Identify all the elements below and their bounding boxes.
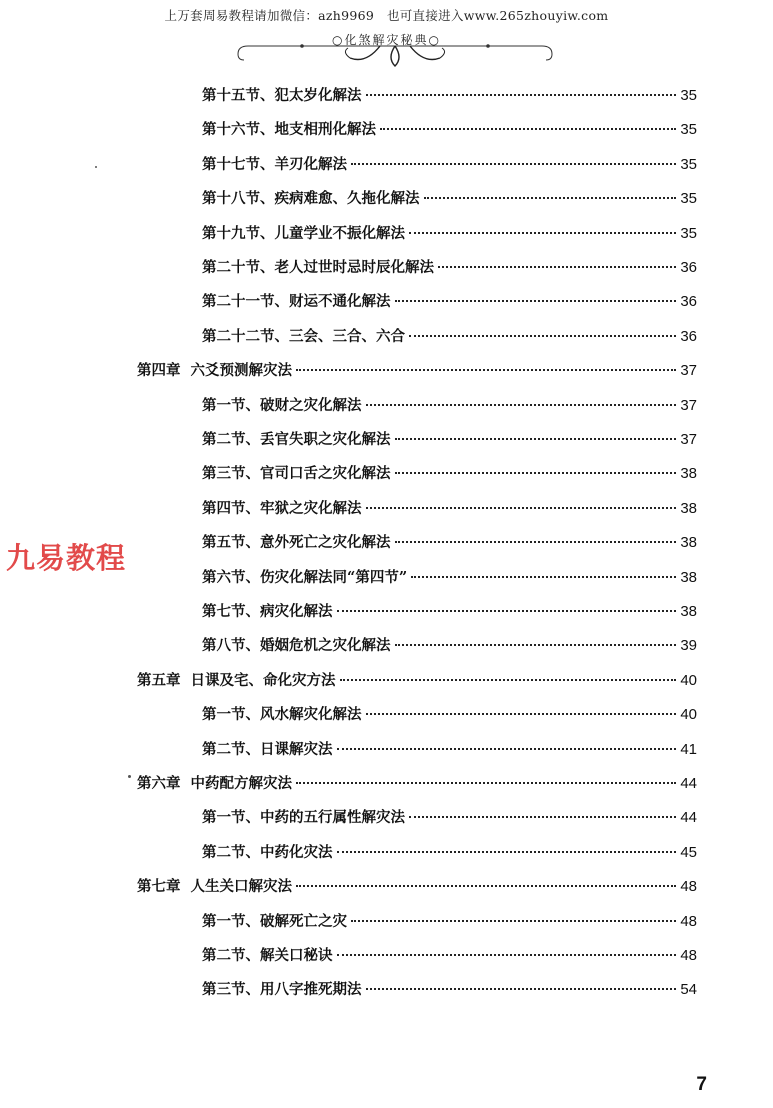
toc-entry-title: 第四节、牢狱之灾化解法 bbox=[202, 499, 362, 517]
toc-page-number: 39 bbox=[680, 637, 697, 655]
toc-entry-title: 第二十二节、三会、三合、六合 bbox=[202, 327, 405, 345]
toc-section-entry bbox=[202, 841, 697, 865]
toc-entry-title: 第七节、病灾化解法 bbox=[202, 603, 333, 620]
toc-section-entry bbox=[202, 153, 697, 177]
toc-dot-leader bbox=[438, 266, 676, 268]
scan-speck bbox=[95, 166, 97, 168]
toc-entry-title: 人生关口解灾法 bbox=[190, 878, 292, 896]
toc-entry-title: 第二十节、老人过世时忌时辰化解法 bbox=[202, 259, 434, 276]
toc-section-entry bbox=[202, 325, 697, 349]
toc-page-number: 48 bbox=[680, 878, 697, 896]
toc-dot-leader bbox=[409, 816, 676, 818]
toc-section-entry bbox=[202, 118, 697, 142]
page-number: 7 bbox=[696, 1074, 707, 1095]
toc-section-entry bbox=[202, 290, 697, 314]
toc-page-number: 41 bbox=[680, 740, 697, 758]
scan-speck bbox=[128, 775, 131, 778]
toc-entry-title: 六爻预测解灾法 bbox=[190, 362, 292, 380]
toc-entry-title: 第一节、中药的五行属性解灾法 bbox=[202, 809, 405, 827]
toc-page-number: 38 bbox=[680, 534, 697, 552]
toc-section-entry bbox=[202, 600, 697, 624]
toc-section-entry bbox=[202, 222, 697, 246]
toc-entry-title: 中药配方解灾法 bbox=[190, 775, 292, 792]
toc-section-entry bbox=[202, 944, 697, 968]
toc-section-entry bbox=[202, 531, 697, 555]
toc-page-number: 35 bbox=[680, 224, 697, 242]
toc-section-entry bbox=[202, 187, 697, 211]
toc-section-entry bbox=[202, 806, 697, 830]
toc-entry-title: 第二节、丢官失职之灾化解法 bbox=[202, 431, 391, 448]
toc-section-entry bbox=[202, 394, 697, 418]
toc-entry-title: 第十七节、羊刃化解法 bbox=[202, 155, 347, 173]
toc-dot-leader bbox=[366, 94, 677, 96]
toc-page-number: 40 bbox=[680, 671, 697, 689]
toc-page-number: 36 bbox=[680, 327, 697, 345]
watermark-logo: 九易教程 bbox=[6, 541, 127, 575]
toc-chapter-entry bbox=[137, 669, 697, 693]
toc-page-number: 36 bbox=[680, 293, 697, 311]
toc-section-entry bbox=[202, 256, 697, 280]
toc-page-number: 35 bbox=[680, 121, 697, 139]
toc-page-number: 35 bbox=[680, 155, 697, 173]
toc-entry-title: 第五节、意外死亡之灾化解法 bbox=[202, 534, 391, 552]
toc-dot-leader bbox=[337, 748, 677, 750]
toc-entry-title: 第十六节、地支相刑化解法 bbox=[202, 121, 376, 139]
toc-chapter-entry bbox=[137, 875, 697, 899]
toc-chapter-number: 第五章 bbox=[137, 671, 181, 689]
toc-dot-leader bbox=[411, 576, 676, 578]
toc-entry-title: 第一节、破财之灾化解法 bbox=[202, 396, 362, 414]
toc-section-entry bbox=[202, 978, 697, 1002]
toc-dot-leader bbox=[366, 988, 677, 990]
toc-section-entry bbox=[202, 634, 697, 658]
toc-dot-leader bbox=[296, 782, 676, 784]
toc-chapter-number: 第七章 bbox=[137, 878, 181, 896]
toc-entry-title: 第十九节、儿童学业不振化解法 bbox=[202, 224, 405, 242]
toc-page-number: 48 bbox=[680, 912, 697, 930]
toc-entry-title: 第八节、婚姻危机之灾化解法 bbox=[202, 637, 391, 655]
toc-page-number: 35 bbox=[680, 190, 697, 208]
toc-page-number: 37 bbox=[680, 362, 697, 380]
toc-section-entry bbox=[202, 428, 697, 452]
toc-dot-leader bbox=[337, 954, 677, 956]
toc-entry-title: 第二十一节、财运不通化解法 bbox=[202, 293, 391, 311]
toc-dot-leader bbox=[395, 541, 677, 543]
toc-dot-leader bbox=[296, 369, 676, 371]
toc-dot-leader bbox=[296, 885, 676, 887]
toc-dot-leader bbox=[351, 163, 676, 165]
toc-dot-leader bbox=[395, 644, 677, 646]
toc-section-entry bbox=[202, 84, 697, 108]
toc-entry-title: 第二节、日课解灾法 bbox=[202, 740, 333, 758]
toc-dot-leader bbox=[395, 438, 677, 440]
toc-page-number: 38 bbox=[680, 465, 697, 483]
toc-page-number: 44 bbox=[680, 775, 697, 792]
toc-entry-title: 第六节、伤灾化解法同“第四节” bbox=[202, 568, 408, 586]
toc-dot-leader bbox=[424, 197, 677, 199]
toc-page-number: 37 bbox=[680, 396, 697, 414]
toc-dot-leader bbox=[366, 404, 677, 406]
toc-page-number: 48 bbox=[680, 947, 697, 964]
toc-chapter-number: 第六章 bbox=[137, 775, 181, 792]
toc-page-number: 37 bbox=[680, 431, 697, 448]
toc-dot-leader bbox=[366, 507, 677, 509]
toc-dot-leader bbox=[380, 128, 676, 130]
top-banner: 上万套周易教程请加微信：azh9969 也可直接进入www.265zhouyiw.com bbox=[164, 8, 609, 23]
toc-chapter-entry bbox=[137, 359, 697, 383]
toc-chapter-entry bbox=[137, 772, 697, 796]
toc-entry-title: 第十五节、犯太岁化解法 bbox=[202, 87, 362, 104]
toc-entry-title: 第一节、破解死亡之灾 bbox=[202, 912, 347, 930]
toc-dot-leader bbox=[395, 300, 677, 302]
toc-entry-title: 第二节、解关口秘诀 bbox=[202, 947, 333, 964]
toc-chapter-number: 第四章 bbox=[137, 362, 181, 380]
toc-section-entry bbox=[202, 566, 697, 590]
toc-section-entry bbox=[202, 703, 697, 727]
toc-page-number: 38 bbox=[680, 499, 697, 517]
toc-page-number: 40 bbox=[680, 706, 697, 724]
toc-entry-title: 日课及宅、命化灾方法 bbox=[190, 671, 336, 689]
toc-page-number: 54 bbox=[680, 981, 697, 999]
toc-section-entry bbox=[202, 462, 697, 486]
toc-dot-leader bbox=[395, 472, 677, 474]
toc-dot-leader bbox=[409, 232, 676, 234]
toc-entry-title: 第三节、用八字推死期法 bbox=[202, 981, 362, 999]
toc-dot-leader bbox=[366, 713, 677, 715]
toc-page-number: 38 bbox=[680, 568, 697, 586]
toc-page-number: 45 bbox=[680, 843, 697, 861]
toc-dot-leader bbox=[351, 920, 676, 922]
toc-dot-leader bbox=[340, 679, 677, 681]
toc-entry-title: 第三节、官司口舌之灾化解法 bbox=[202, 465, 391, 483]
toc-page-number: 38 bbox=[680, 603, 697, 620]
toc-section-entry bbox=[202, 738, 697, 762]
toc-section-entry bbox=[202, 910, 697, 934]
toc-page-number: 44 bbox=[680, 809, 697, 827]
toc-dot-leader bbox=[337, 610, 677, 612]
toc-dot-leader bbox=[337, 851, 677, 853]
toc-section-entry bbox=[202, 497, 697, 521]
toc-page-number: 35 bbox=[680, 87, 697, 104]
toc-entry-title: 第十八节、疾病难愈、久拖化解法 bbox=[202, 190, 420, 208]
toc-entry-title: 第一节、风水解灾化解法 bbox=[202, 706, 362, 724]
running-header-title: ○化煞解灾秘典○ bbox=[332, 33, 441, 47]
toc-page-number: 36 bbox=[680, 259, 697, 276]
toc-dot-leader bbox=[409, 335, 676, 337]
toc-entry-title: 第二节、中药化灾法 bbox=[202, 843, 333, 861]
